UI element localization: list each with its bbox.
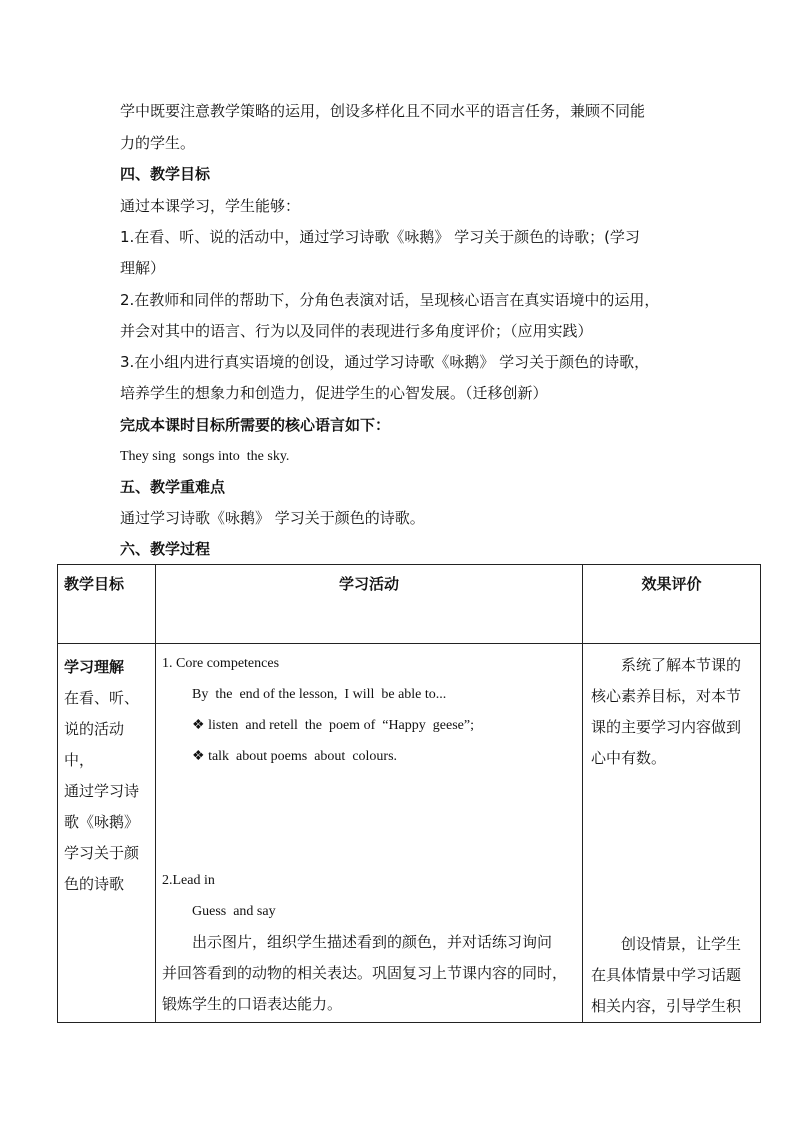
goal-line: 学习关于颜 bbox=[64, 844, 140, 862]
section4-lead: 通过本课学习，学生能够： bbox=[120, 197, 301, 215]
objective-line-1: 1.在看、听、说的活动中，通过学习诗歌《咏鹅》 学习关于颜色的诗歌；(学习 bbox=[120, 228, 640, 246]
activity-item2-sub: Guess and say bbox=[192, 904, 276, 919]
activity-item2-title: 2.Lead in bbox=[162, 873, 215, 888]
section5-heading: 五、教学重难点 bbox=[120, 478, 226, 496]
header-activity: 学习活动 bbox=[156, 565, 583, 644]
objective-line-5: 3.在小组内进行真实语境的创设，通过学习诗歌《咏鹅》 学习关于颜色的诗歌， bbox=[120, 353, 650, 371]
eval1-line: 系统了解本节课的 bbox=[621, 656, 742, 674]
eval2-line: 相关内容，引导学生积 bbox=[591, 997, 742, 1015]
teaching-process-table bbox=[57, 564, 761, 1023]
goal-line: 通过学习诗 bbox=[64, 782, 140, 800]
objective-line-3: 2.在教师和同伴的帮助下，分角色表演对话，呈现核心语言在真实语境中的运用， bbox=[120, 291, 660, 309]
activity-item2-line: 并回答看到的动物的相关表达。巩固复习上节课内容的同时， bbox=[162, 964, 568, 982]
objective-line-4: 并会对其中的语言、行为以及同伴的表现进行多角度评价；（应用实践） bbox=[120, 322, 593, 340]
activity-bullet bbox=[162, 710, 576, 741]
goal-line: 在看、听、 bbox=[64, 689, 140, 707]
bullet-text: listen and retell the poem of “Happy geese”; bbox=[208, 718, 474, 733]
objective-line-2: 理解） bbox=[120, 259, 166, 277]
goal-title: 学习理解 bbox=[64, 658, 125, 676]
table-header-row bbox=[58, 565, 761, 644]
header-goal: 教学目标 bbox=[58, 565, 156, 644]
activity-item2-line: 出示图片，组织学生描述看到的颜色，并对话练习询问 bbox=[192, 933, 553, 951]
goal-cell bbox=[58, 644, 156, 1023]
intro-line-2: 力的学生。 bbox=[120, 134, 196, 152]
activity-bullet bbox=[162, 741, 576, 772]
header-evaluation: 效果评价 bbox=[583, 565, 761, 644]
objective-line-6: 培养学生的想象力和创造力，促进学生的心智发展。（迁移创新） bbox=[120, 384, 548, 402]
bullet-text: talk about poems about colours. bbox=[208, 749, 398, 764]
section5-text: 通过学习诗歌《咏鹅》 学习关于颜色的诗歌。 bbox=[120, 509, 425, 527]
eval1-line: 课的主要学习内容做到 bbox=[591, 718, 742, 736]
eval1-line: 心中有数。 bbox=[591, 749, 667, 767]
core-language-heading: 完成本课时目标所需要的核心语言如下： bbox=[120, 416, 391, 434]
intro-line-1: 学中既要注意教学策略的运用，创设多样化且不同水平的语言任务，兼顾不同能 bbox=[120, 102, 646, 120]
diamond-bullet-icon: ❖ bbox=[192, 749, 205, 764]
goal-line: 歌《咏鹅》 bbox=[64, 813, 140, 831]
eval2-line: 在具体情景中学习话题 bbox=[591, 966, 742, 984]
goal-line: 色的诗歌 bbox=[64, 875, 125, 893]
goal-line: 说的活动中， bbox=[64, 720, 125, 769]
activity-item2-line: 锻炼学生的口语表达能力。 bbox=[162, 995, 343, 1013]
core-language-sentence: They sing songs into the sky. bbox=[120, 449, 290, 464]
activity-cell bbox=[156, 644, 583, 1023]
eval2-line: 创设情景，让学生 bbox=[621, 935, 742, 953]
section4-heading: 四、教学目标 bbox=[120, 165, 211, 183]
activity-spacer bbox=[162, 772, 576, 865]
eval-spacer bbox=[591, 774, 754, 929]
activity-item1-intro: By the end of the lesson, I will be able to... bbox=[192, 687, 447, 702]
section6-heading: 六、教学过程 bbox=[120, 540, 211, 558]
activity-item1-title: 1. Core competences bbox=[162, 656, 280, 671]
diamond-bullet-icon: ❖ bbox=[192, 718, 205, 733]
eval1-line: 核心素养目标，对本节 bbox=[591, 687, 742, 705]
evaluation-cell bbox=[583, 644, 761, 1023]
table-row bbox=[58, 644, 761, 1023]
